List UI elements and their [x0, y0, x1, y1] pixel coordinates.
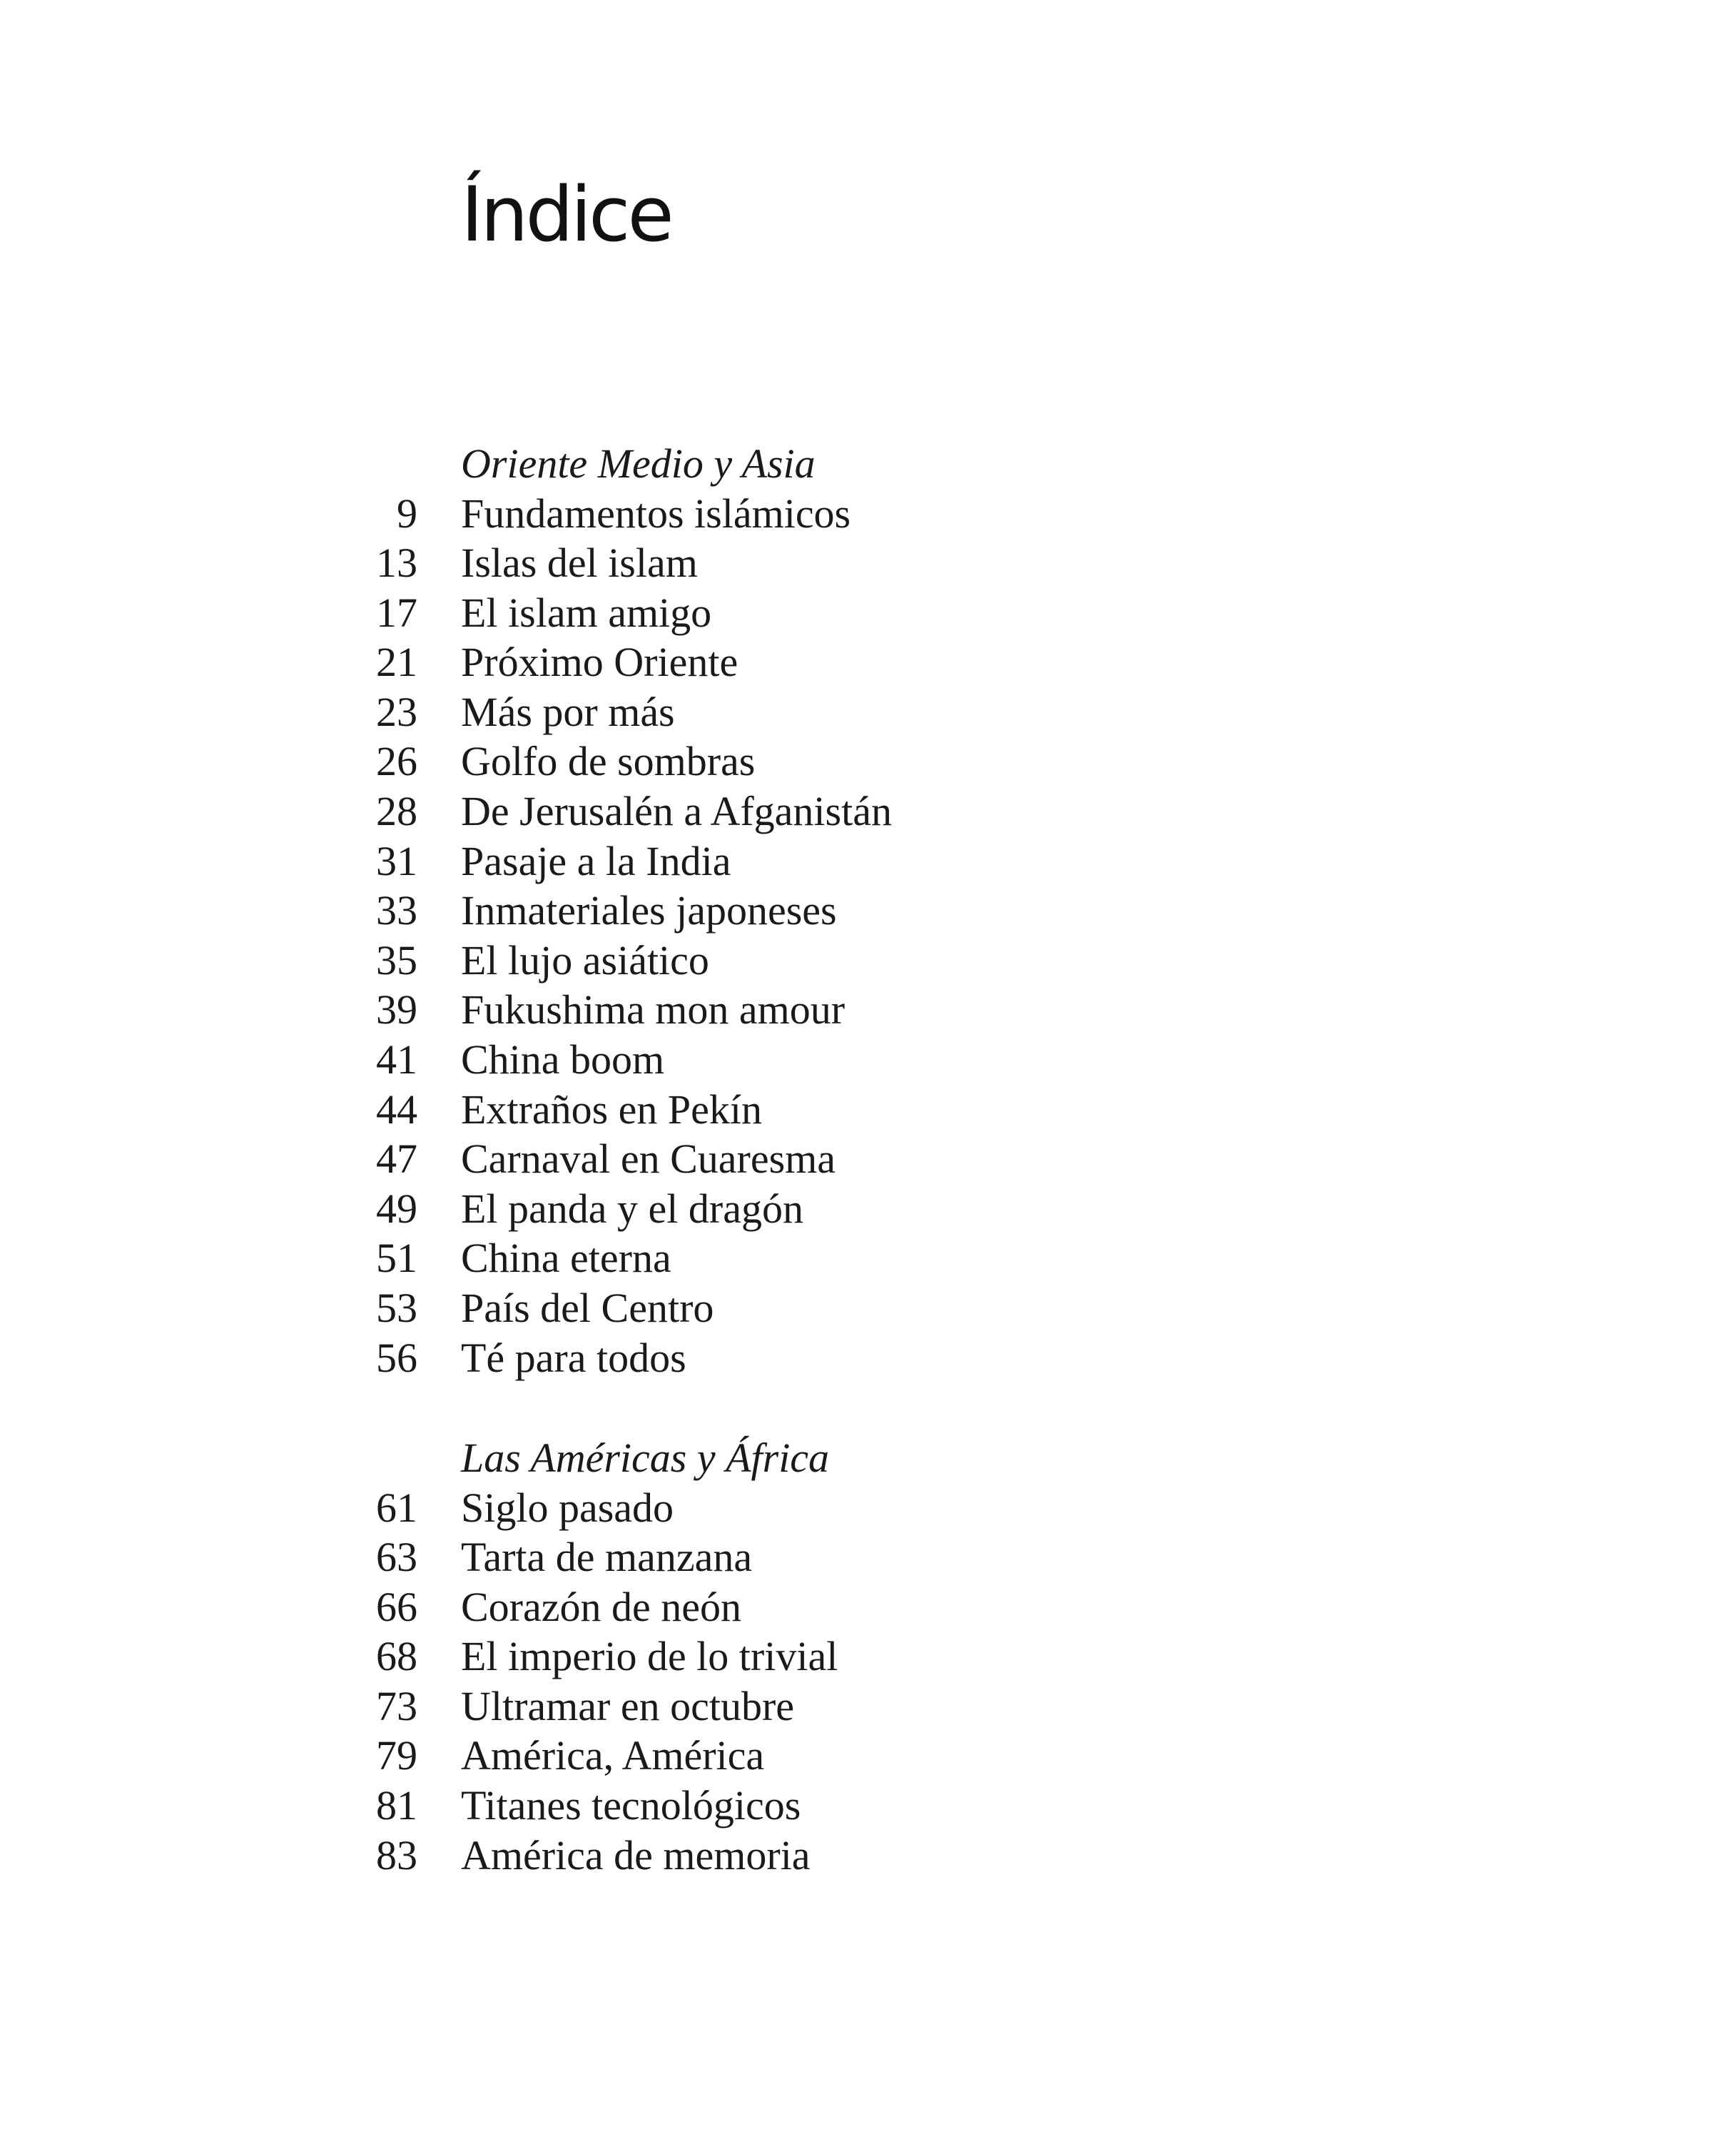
entry-title: Pasaje a la India — [461, 837, 731, 884]
entry-page-number: 13 — [376, 540, 417, 587]
entry-title: Fukushima mon amour — [461, 986, 846, 1033]
entry-title: Siglo pasado — [461, 1484, 674, 1531]
entry-page-number: 66 — [376, 1583, 417, 1630]
entry-page-number: 39 — [376, 986, 417, 1033]
entry-page-number: 81 — [376, 1782, 417, 1829]
toc-entry[interactable] — [0, 637, 1736, 687]
toc-entry[interactable] — [0, 1134, 1736, 1184]
entry-page-number: 51 — [376, 1235, 417, 1282]
toc-entry[interactable] — [0, 1085, 1736, 1135]
entry-page-number: 33 — [376, 887, 417, 934]
toc-entry[interactable] — [0, 1731, 1736, 1781]
entry-title: Tarta de manzana — [461, 1534, 753, 1581]
entry-page-number: 56 — [376, 1334, 417, 1381]
page-title: Índice — [461, 171, 671, 258]
entry-page-number: 31 — [376, 837, 417, 884]
section-heading: Oriente Medio y Asia — [461, 440, 816, 487]
entry-page-number: 53 — [376, 1285, 417, 1331]
entry-page-number: 47 — [376, 1136, 417, 1183]
entry-title: Más por más — [461, 688, 675, 735]
entry-page-number: 63 — [376, 1534, 417, 1581]
toc-entry[interactable] — [0, 836, 1736, 886]
entry-title: Extraños en Pekín — [461, 1086, 763, 1133]
entry-title: Fundamentos islámicos — [461, 490, 851, 537]
toc-entry[interactable] — [0, 737, 1736, 787]
toc-entry[interactable] — [0, 1035, 1736, 1085]
entry-title: Golfo de sombras — [461, 738, 756, 785]
toc-entry[interactable] — [0, 1333, 1736, 1383]
toc-entry[interactable] — [0, 1831, 1736, 1881]
entry-page-number: 73 — [376, 1682, 417, 1729]
entry-title: Carnaval en Cuaresma — [461, 1136, 836, 1183]
toc-entry[interactable] — [0, 489, 1736, 539]
toc-entry[interactable] — [0, 985, 1736, 1035]
entry-title: Té para todos — [461, 1334, 686, 1381]
entry-page-number: 61 — [376, 1484, 417, 1531]
toc-entry[interactable] — [0, 1184, 1736, 1234]
entry-title: América de memoria — [461, 1831, 811, 1879]
entry-page-number: 79 — [376, 1732, 417, 1779]
toc-entry[interactable] — [0, 1283, 1736, 1333]
toc-entry[interactable] — [0, 936, 1736, 986]
section-heading: Las Américas y África — [461, 1435, 830, 1481]
toc-entry[interactable] — [0, 886, 1736, 936]
toc-entry[interactable] — [0, 588, 1736, 638]
entry-page-number: 41 — [376, 1036, 417, 1083]
entry-title: China eterna — [461, 1235, 671, 1282]
toc-entry[interactable] — [0, 1233, 1736, 1283]
entry-title: Titanes tecnológicos — [461, 1782, 801, 1829]
toc-entry[interactable] — [0, 1483, 1736, 1533]
toc-entry-list — [0, 489, 1736, 1383]
entry-title: De Jerusalén a Afganistán — [461, 788, 892, 835]
entry-page-number: 49 — [376, 1185, 417, 1232]
entry-page-number: 21 — [376, 639, 417, 686]
toc-entry[interactable] — [0, 538, 1736, 588]
entry-page-number: 23 — [376, 688, 417, 735]
entry-title: El islam amigo — [461, 589, 712, 636]
toc-entry[interactable] — [0, 787, 1736, 836]
entry-page-number: 26 — [376, 738, 417, 785]
entry-title: Próximo Oriente — [461, 639, 738, 686]
toc-entry[interactable] — [0, 1781, 1736, 1831]
entry-page-number: 28 — [376, 788, 417, 835]
entry-title: China boom — [461, 1036, 665, 1083]
toc-entry[interactable] — [0, 687, 1736, 737]
entry-page-number: 44 — [376, 1086, 417, 1133]
entry-title: América, América — [461, 1732, 765, 1779]
entry-title: Ultramar en octubre — [461, 1682, 795, 1729]
entry-title: El imperio de lo trivial — [461, 1633, 838, 1680]
toc-entry[interactable] — [0, 1682, 1736, 1731]
entry-page-number: 83 — [376, 1831, 417, 1879]
toc-entry[interactable] — [0, 1582, 1736, 1632]
entry-title: País del Centro — [461, 1285, 714, 1331]
entry-title: El panda y el dragón — [461, 1185, 803, 1232]
entry-title: El lujo asiático — [461, 936, 709, 984]
entry-title: Islas del islam — [461, 540, 698, 587]
entry-page-number: 9 — [397, 490, 417, 537]
entry-page-number: 17 — [376, 589, 417, 636]
entry-title: Inmateriales japoneses — [461, 887, 837, 934]
entry-page-number: 68 — [376, 1633, 417, 1680]
entry-title: Corazón de neón — [461, 1583, 741, 1630]
toc-entry-list — [0, 1483, 1736, 1881]
entry-page-number: 35 — [376, 936, 417, 984]
toc-entry[interactable] — [0, 1532, 1736, 1582]
toc-entry[interactable] — [0, 1632, 1736, 1682]
